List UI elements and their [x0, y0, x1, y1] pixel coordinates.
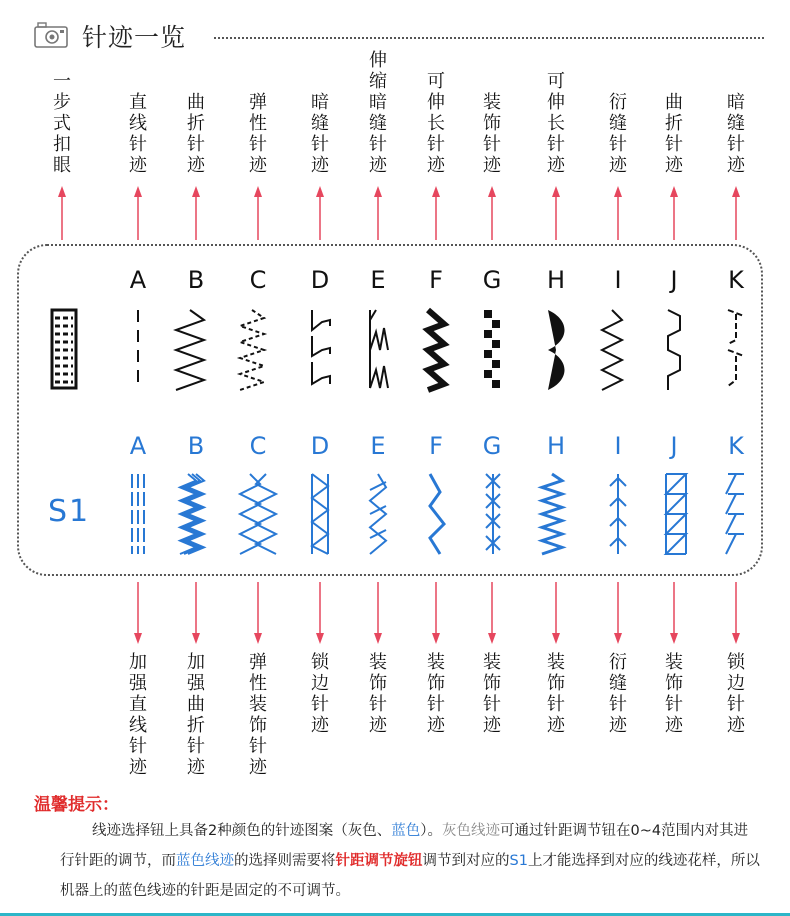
top-label: 可伸长针迹: [427, 71, 445, 176]
stitch-i-quilt: [602, 310, 622, 390]
top-label: 直线针迹: [129, 92, 147, 176]
top-label: 装饰针迹: [483, 92, 501, 176]
stitch-g-block: [484, 370, 492, 378]
gray-letter: K: [728, 266, 744, 294]
bottom-label: 弹性装饰针迹: [249, 652, 267, 778]
stitch-f-stretch: [428, 310, 444, 390]
bottom-label: 装饰针迹: [483, 652, 501, 736]
blue-letter: I: [614, 432, 622, 460]
gray-letter: C: [249, 266, 267, 294]
blue-letter: E: [370, 432, 386, 460]
bottom-label: 装饰针迹: [665, 652, 683, 736]
blue-letter: K: [728, 432, 744, 460]
stitch-h-scallop: [548, 310, 565, 390]
stitch-c-elastic: [240, 310, 264, 390]
note-p4-blue: S1: [509, 853, 528, 869]
note-p3-red: 针距调节旋钮: [335, 853, 423, 869]
gray-letter: E: [370, 266, 386, 294]
note-p2-blue: 蓝色线迹: [176, 853, 234, 869]
stitch-s1-g-cross: [486, 474, 500, 554]
s1-label: S1: [48, 494, 91, 529]
bottom-label: 装饰针迹: [547, 652, 565, 736]
blue-letter: C: [249, 432, 267, 460]
gray-letter: J: [670, 266, 678, 294]
note-p1-gray: 灰色线迹: [441, 823, 500, 839]
blue-letter: A: [129, 432, 147, 460]
bottom-label: 加强曲折针迹: [187, 652, 205, 778]
note-p2: 可通过针距调节钮在0~4范围内对其进行针距的调节，而: [60, 823, 749, 869]
stitch-s1-d-overlock: [312, 474, 328, 554]
bottom-label: 锁边针迹: [311, 652, 329, 736]
note-p3: 的选择则需要将: [234, 853, 336, 869]
top-label: 弹性针迹: [249, 92, 267, 176]
stitch-e-stretch-blind: [370, 310, 388, 388]
stitch-s1-f-decor: [430, 474, 444, 554]
top-label: 可伸长针迹: [547, 71, 565, 176]
gray-letter: B: [187, 266, 205, 294]
stitch-s1-i-feather: [610, 474, 626, 554]
gray-letter: H: [546, 266, 566, 294]
top-label: 曲折针迹: [187, 92, 205, 176]
top-label: 曲折针迹: [665, 92, 683, 176]
stitch-g-block: [492, 380, 500, 388]
blue-letter: J: [670, 432, 678, 460]
gray-letter: F: [429, 266, 443, 294]
page-title: 针迹一览: [82, 23, 187, 52]
stitch-s1-e-decor: [370, 474, 386, 554]
bottom-label: 衍缝针迹: [609, 652, 627, 736]
blue-letter: D: [310, 432, 330, 460]
note-p1: 线迹选择钮上具备2种颜色的针迹图案（灰色、: [92, 823, 392, 839]
stitch-s1-c-lattice: [240, 474, 276, 554]
gray-letter: G: [482, 266, 502, 294]
top-label: 暗缝针迹: [311, 92, 329, 176]
gray-letter: D: [310, 266, 330, 294]
top-label: 衍缝针迹: [609, 92, 627, 176]
note-p4: 调节到对应的: [422, 853, 510, 869]
blue-letter: B: [187, 432, 205, 460]
stitch-g-block: [484, 330, 492, 338]
blue-letter: G: [482, 432, 502, 460]
stitch-b-zigzag: [176, 310, 204, 390]
note-title: 温馨提示：: [34, 795, 119, 815]
stitch-g-block: [492, 340, 500, 348]
note-p1-end: ）。: [420, 823, 442, 839]
stitch-g-block: [492, 360, 500, 368]
blue-letter: H: [546, 432, 566, 460]
bottom-label: 锁边针迹: [727, 652, 745, 736]
stitch-g-block: [484, 350, 492, 358]
stitch-s1-j-ladder: [666, 474, 686, 554]
stitch-g-block: [484, 310, 492, 318]
stitch-s1-h-decor: [542, 474, 562, 554]
bottom-label: 装饰针迹: [427, 652, 445, 736]
stitch-d-blind: [312, 310, 330, 384]
gray-letter: I: [614, 266, 622, 294]
stitch-s1-k-overlock: [726, 474, 744, 554]
gray-letter: A: [129, 266, 147, 294]
note-p1-blue: 蓝色: [391, 823, 421, 839]
note-text: [60, 816, 760, 906]
stitch-g-block: [492, 320, 500, 328]
stitch-s1-b-triple-zigzag: [188, 474, 204, 554]
top-label: 暗缝针迹: [727, 92, 745, 176]
bottom-label: 加强直线针迹: [129, 652, 147, 778]
stitch-k-blind: [728, 310, 744, 386]
top-label: 一步式扣眼: [53, 71, 71, 176]
blue-letter: F: [429, 432, 443, 460]
note-p5: 上才能选择到对应的线迹花样，所以机器上的蓝色线迹的针距是固定的不可调节。: [60, 853, 760, 899]
top-label: 伸缩暗缝针迹: [369, 50, 387, 176]
stitch-j-zigzag: [668, 310, 680, 390]
bottom-label: 装饰针迹: [369, 652, 387, 736]
